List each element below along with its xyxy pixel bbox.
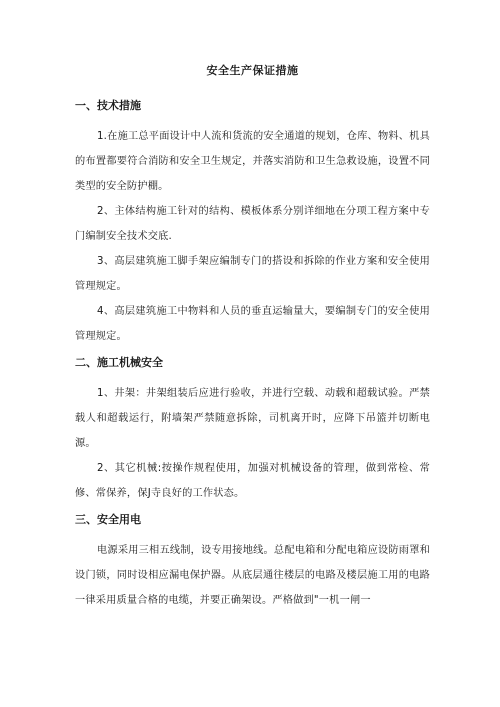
section-machinery-safety bbox=[75, 355, 430, 506]
paragraph: 1.在施工总平面设计中人流和货流的安全通道的规划，仓库、物料、机具的布置都要符合消防和安全卫生规定，并落实消防和卫生急救设施，设置不同类型的安全防护棚。 bbox=[75, 131, 430, 192]
paragraph: 1、井架：井架组装后应进行验收，并进行空载、动载和超载试验。严禁载人和超载运行，附墙架严禁随意拆除，司机离开时，应降下吊篮并切断电源。 bbox=[75, 388, 430, 449]
section-electrical-safety bbox=[75, 512, 430, 613]
paragraph: 3、高层建筑施工脚手架应编制专门的搭设和拆除的作业方案和安全使用管理规定。 bbox=[75, 256, 430, 292]
paragraph: 4、高层建筑施工中物料和人员的垂直运输量大，要编制专门的安全使用管理规定。 bbox=[75, 306, 430, 342]
document-title: 安全生产保证措施 bbox=[206, 64, 299, 77]
paragraph: 2、其它机械:按操作规程使用，加强对机械设备的管理，做到常检、常修、常保养，保J寺良好的工作状态。 bbox=[75, 463, 430, 499]
paragraph: 电源采用三相五线制，设专用接地线。总配电箱和分配电箱应设防雨罩和设门锁，同时设相应漏电保护器。从底层通往楼层的电路及楼层施工用的电路一律采用质量合格的电缆，并要正确架设。严格做到"一机一闸一 bbox=[75, 545, 430, 606]
section-heading: 二、施工机械安全 bbox=[75, 356, 163, 369]
paragraph: 2、主体结构施工针对的结构、模板体系分别详细地在分项工程方案中专门编制安全技术交底. bbox=[75, 206, 430, 242]
section-heading: 一、技术措施 bbox=[75, 99, 141, 112]
section-heading: 三、安全用电 bbox=[75, 513, 141, 526]
section-technical-measures bbox=[75, 98, 430, 349]
